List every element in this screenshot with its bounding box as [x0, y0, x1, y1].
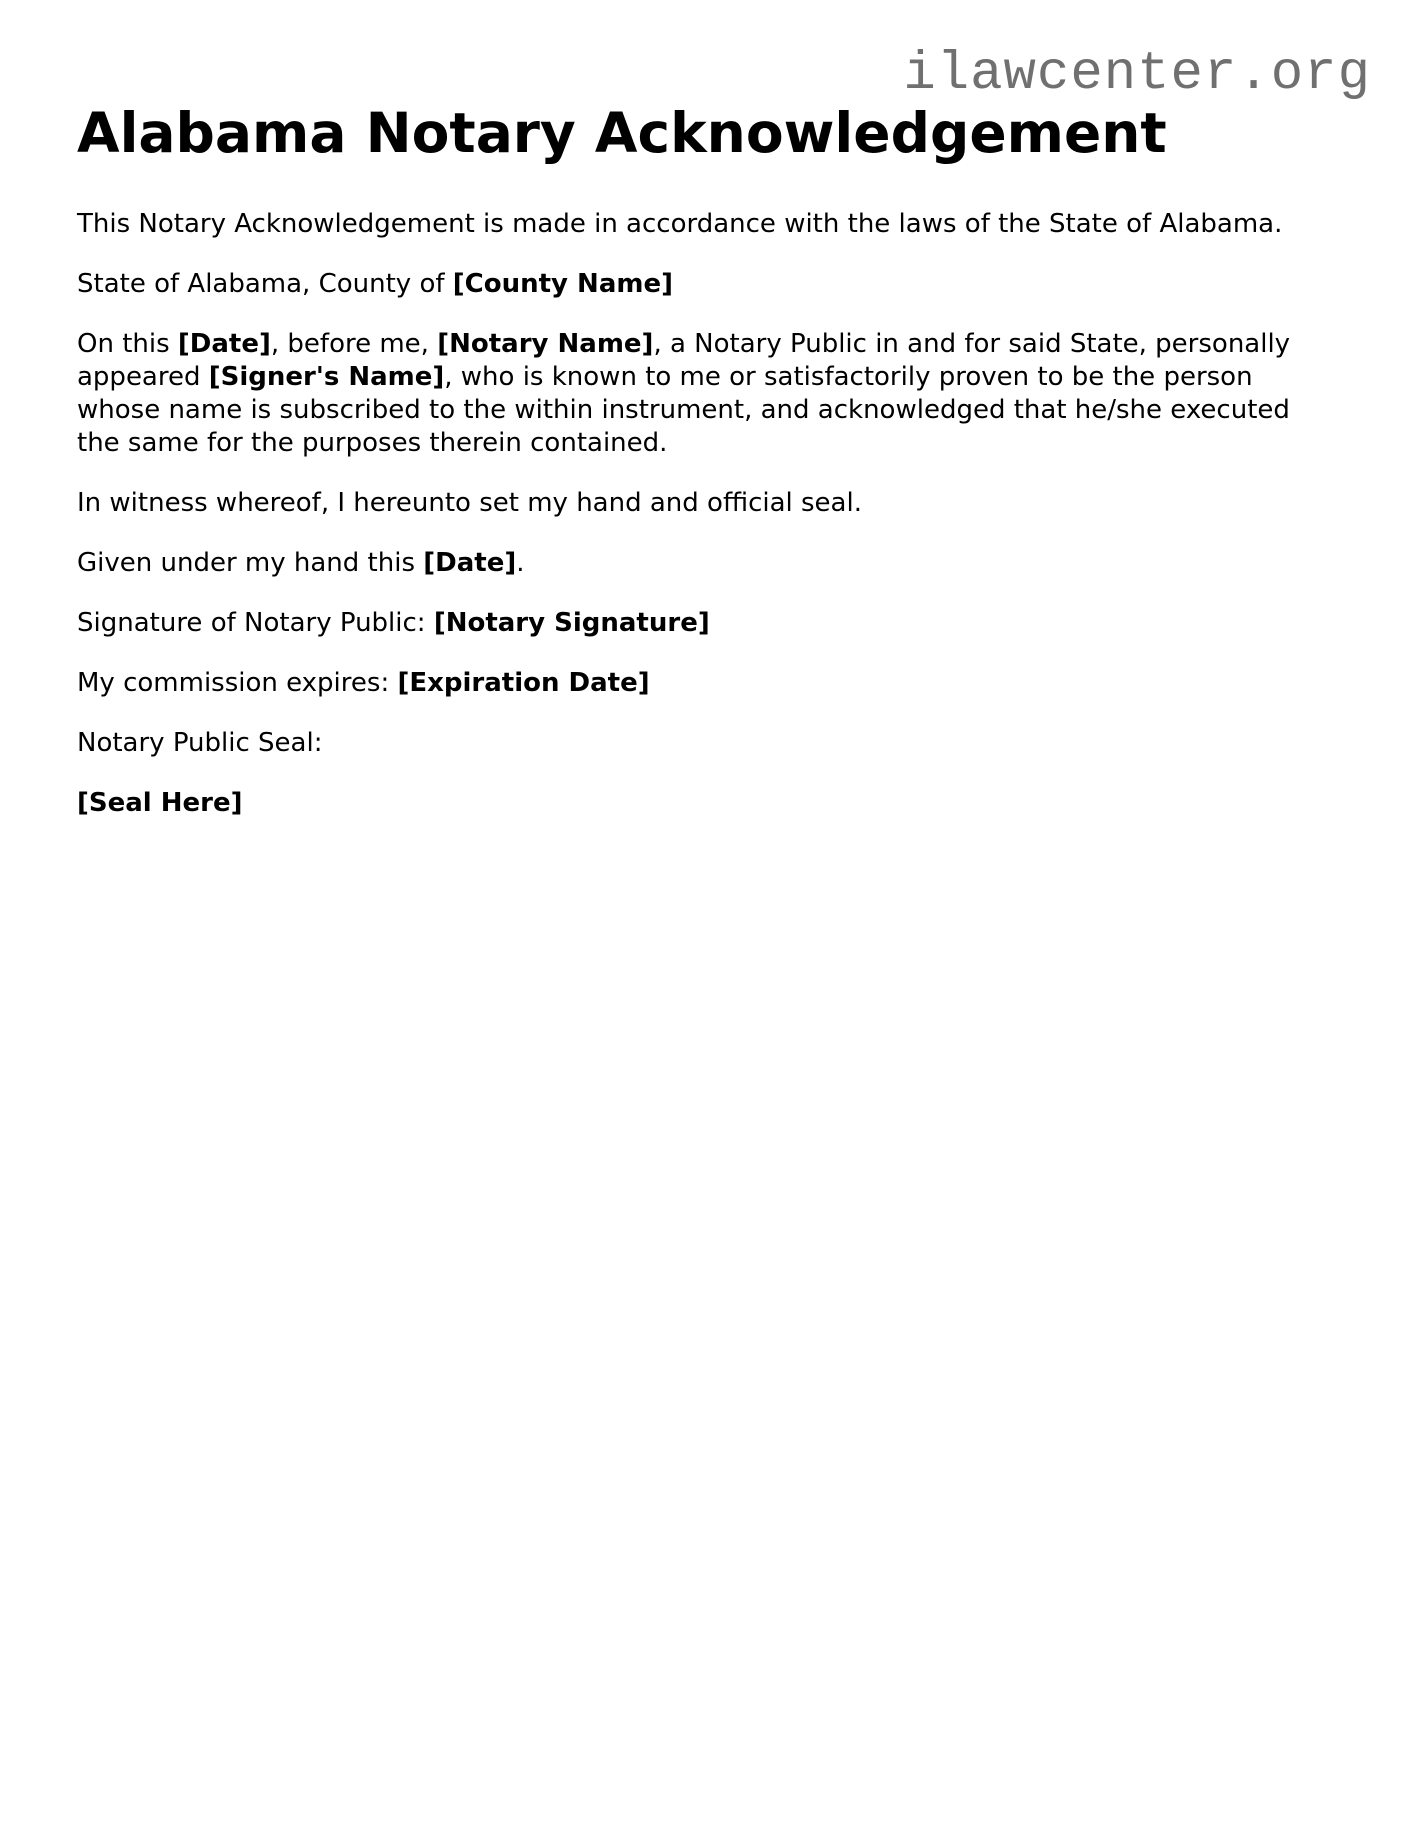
ack-text-1: On this	[77, 329, 178, 359]
ack-text-3: , a Notary Public in and for said State, personally appeared	[77, 329, 1291, 392]
expiration-date-field: [Expiration Date]	[397, 668, 650, 698]
commission-prefix: My commission expires:	[77, 668, 398, 698]
witness-line: In witness whereof, I hereunto set my hand and official seal.	[77, 488, 862, 518]
signature-line	[77, 607, 1337, 640]
given-date-field: [Date]	[423, 548, 517, 578]
date-field: [Date]	[177, 329, 271, 359]
seal-field	[77, 787, 1337, 820]
seal-label: Notary Public Seal:	[77, 728, 323, 758]
given-prefix: Given under my hand this	[77, 548, 424, 578]
seal-placeholder: [Seal Here]	[77, 788, 243, 818]
watermark: ilawcenter.org	[903, 44, 1371, 105]
document-body	[77, 96, 1337, 847]
notary-signature-field: [Notary Signature]	[433, 608, 710, 638]
given-line	[77, 547, 1337, 580]
county-line	[77, 268, 1337, 301]
signature-prefix: Signature of Notary Public:	[77, 608, 434, 638]
county-prefix: State of Alabama, County of	[77, 269, 453, 299]
notary-name-field: [Notary Name]	[437, 329, 654, 359]
acknowledgement-paragraph	[77, 328, 1337, 460]
document-title: Alabama Notary Acknowledgement	[77, 101, 1167, 165]
signer-name-field: [Signer's Name]	[208, 362, 445, 392]
intro-paragraph: This Notary Acknowledgement is made in accordance with the laws of the State of Alabama.	[77, 209, 1283, 239]
county-field: [County Name]	[452, 269, 673, 299]
given-suffix: .	[516, 548, 525, 578]
ack-text-2: , before me,	[270, 329, 438, 359]
ack-text-4: , who is known to me or satisfactorily proven to be the person whose name is subscribed to the within instrument, and acknowledged that he/she executed the same for the purposes therein contained.	[77, 362, 1290, 458]
commission-line	[77, 667, 1337, 700]
